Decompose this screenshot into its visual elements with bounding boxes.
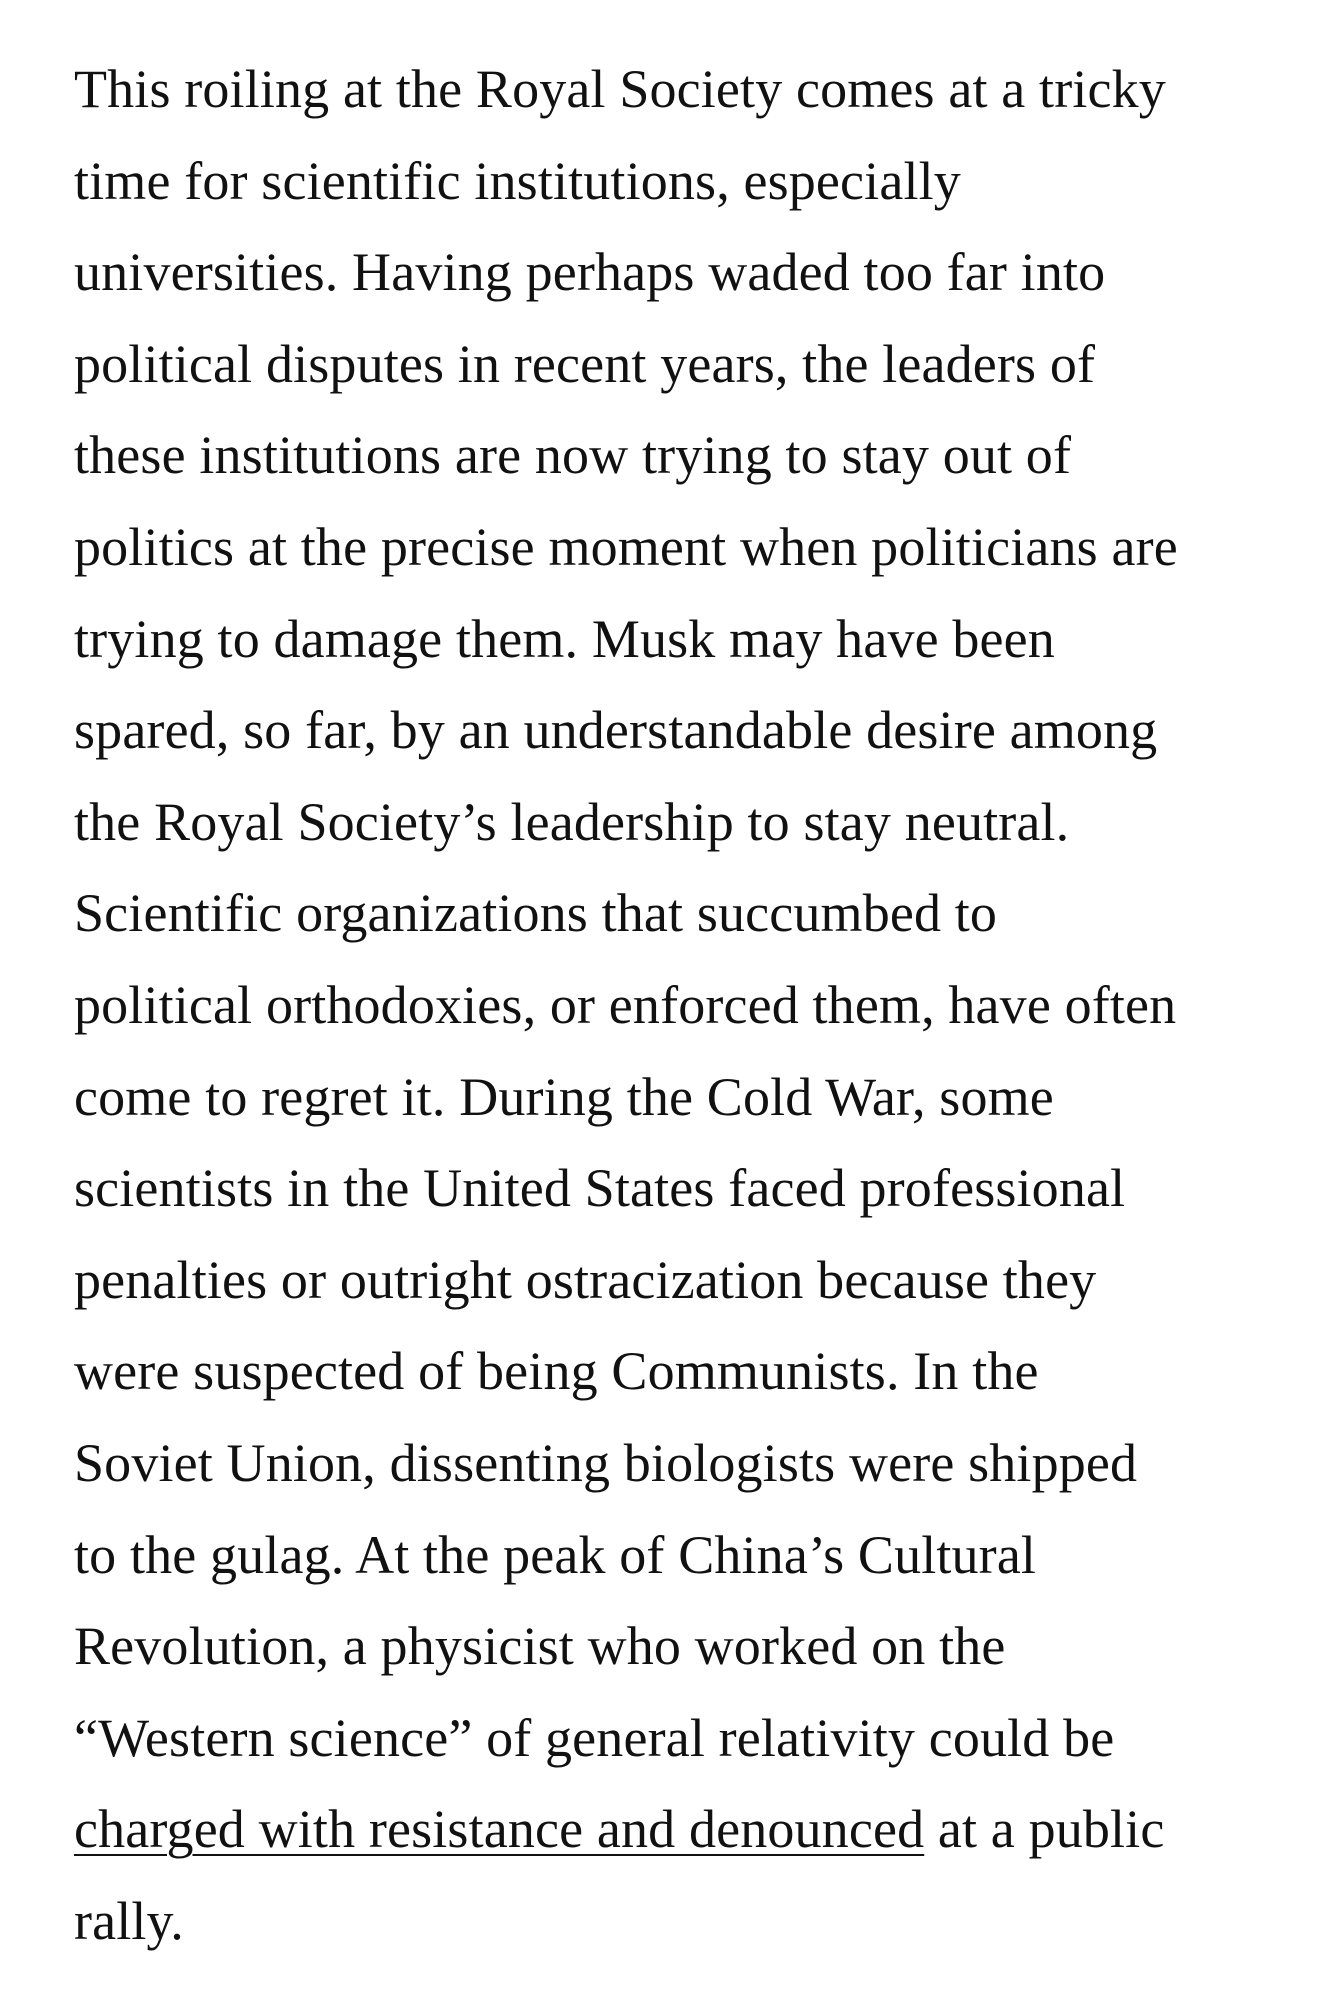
article-paragraph [74,44,1320,1967]
paragraph-line: This roiling at the Royal Society comes at a tricky [74,59,1166,119]
paragraph-last-line: rally. [74,1890,184,1951]
inline-article-link[interactable]: charged with resistance and denounced [74,1799,925,1860]
link-trailing-text: at a public [924,1799,1165,1860]
paragraph-line: political orthodoxies, or enforced them, have often [74,974,1177,1035]
paragraph-line: trying to damage them. Musk may have been [74,608,1055,669]
paragraph-line: Scientific organizations that succumbed to [74,883,998,944]
paragraph-line: scientists in the United States faced professional [74,1158,1126,1219]
paragraph-line: to the gulag. At the peak of China’s Cultural [74,1524,1037,1585]
paragraph-line: time for scientific institutions, especially [74,150,961,211]
paragraph-line-with-link [74,1784,1320,1876]
paragraph-line: come to regret it. During the Cold War, some [74,1066,1054,1127]
paragraph-line: spared, so far, by an understandable desire among [74,700,1158,761]
paragraph-line: political disputes in recent years, the leaders of [74,333,1096,394]
paragraph-line: universities. Having perhaps waded too far into [74,242,1106,303]
paragraph-line: “Western science” of general relativity could be [74,1707,1115,1768]
paragraph-line: Revolution, a physicist who worked on the [74,1616,1006,1677]
paragraph-line: these institutions are now trying to stay out of [74,425,1072,486]
paragraph-line: were suspected of being Communists. In the [74,1341,1039,1402]
paragraph-line: Soviet Union, dissenting biologists were shipped [74,1432,1138,1493]
paragraph-line: politics at the precise moment when politicians are [74,516,1178,577]
paragraph-line: the Royal Society’s leadership to stay neutral. [74,791,1070,852]
paragraph-line: penalties or outright ostracization because they [74,1249,1097,1310]
